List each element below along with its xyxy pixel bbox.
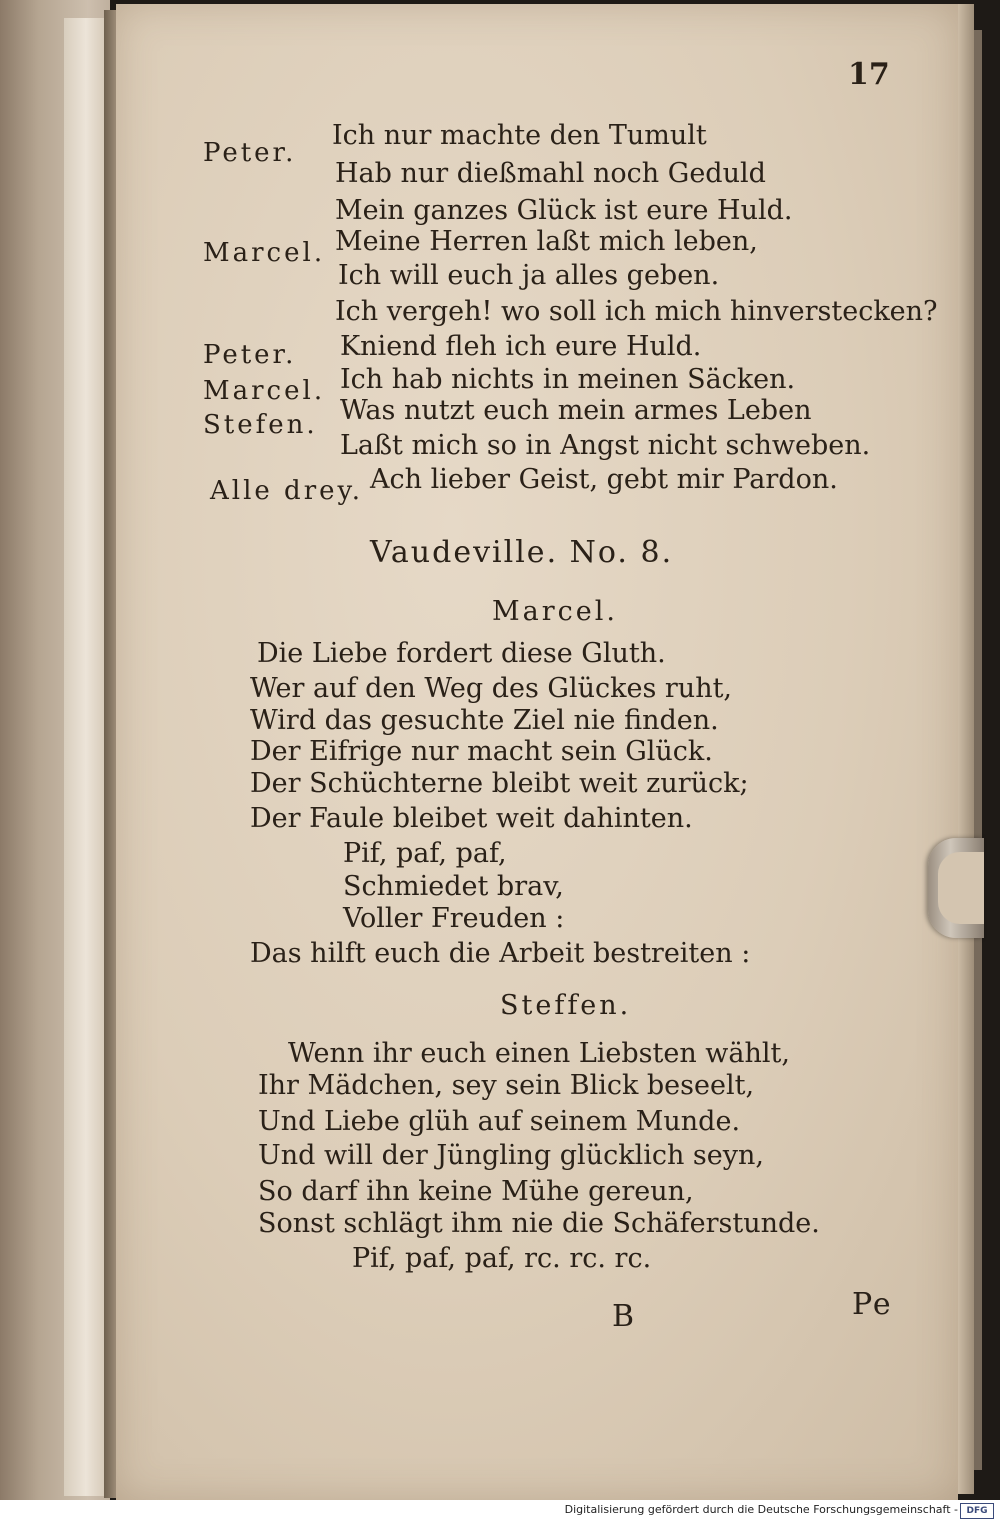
footer-credit: Digitalisierung gefördert durch die Deutsche Forschungsgemeinschaft - bbox=[564, 1503, 958, 1516]
speaker-label: Marcel. bbox=[203, 238, 326, 268]
stanza-speaker: Marcel. bbox=[492, 596, 618, 627]
signature-mark: B bbox=[612, 1299, 637, 1334]
verse-line: Der Eifrige nur macht sein Glück. bbox=[250, 736, 713, 767]
verse-line: Ich vergeh! wo soll ich mich hinverstecken? bbox=[335, 296, 938, 327]
verse-line: Sonst schlägt ihm nie die Schäferstunde. bbox=[258, 1208, 820, 1239]
verse-line: Wenn ihr euch einen Liebsten wählt, bbox=[288, 1038, 790, 1069]
speaker-label: Peter. bbox=[203, 138, 297, 168]
verse-line: Kniend fleh ich eure Huld. bbox=[340, 331, 702, 362]
page-edge bbox=[958, 4, 974, 1494]
binding-strip bbox=[64, 18, 109, 1496]
speaker-label: Stefen. bbox=[203, 410, 318, 440]
verse-line: Meine Herren laßt mich leben, bbox=[335, 226, 758, 257]
verse-line: Wird das gesuchte Ziel nie finden. bbox=[250, 705, 719, 736]
stanza-speaker: Steffen. bbox=[500, 990, 632, 1021]
verse-line: Der Faule bleibet weit dahinten. bbox=[250, 803, 693, 834]
verse-line: Ach lieber Geist, gebt mir Pardon. bbox=[370, 464, 838, 495]
verse-line: Ich nur machte den Tumult bbox=[332, 120, 707, 151]
verse-line: Laßt mich so in Angst nicht schweben. bbox=[340, 430, 871, 461]
verse-line: Und will der Jüngling glücklich seyn, bbox=[258, 1140, 764, 1171]
verse-line: So darf ihn keine Mühe gereun, bbox=[258, 1176, 694, 1207]
page-number: 17 bbox=[848, 57, 890, 92]
verse-line: Mein ganzes Glück ist eure Huld. bbox=[335, 195, 793, 226]
verse-line: Ich will euch ja alles geben. bbox=[338, 260, 720, 291]
verse-line: Und Liebe glüh auf seinem Munde. bbox=[258, 1106, 741, 1137]
catchword: Pe bbox=[852, 1287, 893, 1322]
verse-line: Das hilft euch die Arbeit bestreiten : bbox=[250, 938, 751, 969]
verse-line: Die Liebe fordert diese Gluth. bbox=[257, 638, 666, 669]
refrain-line: Pif, paf, paf, rc. rc. rc. bbox=[352, 1243, 652, 1274]
footer-bar bbox=[0, 1500, 1000, 1521]
verse-line: Ihr Mädchen, sey sein Blick beseelt, bbox=[258, 1070, 755, 1101]
speaker-label: Marcel. bbox=[203, 376, 326, 406]
verse-line: Ich hab nichts in meinen Säcken. bbox=[340, 364, 796, 395]
speaker-label: Alle drey. bbox=[210, 476, 364, 506]
section-title: Vaudeville. No. 8. bbox=[370, 535, 674, 570]
refrain-line: Pif, paf, paf, bbox=[343, 838, 507, 869]
dfg-logo-icon: DFG bbox=[960, 1503, 994, 1519]
refrain-line: Voller Freuden : bbox=[343, 903, 565, 934]
verse-line: Hab nur dießmahl noch Geduld bbox=[335, 158, 766, 189]
page-clip-inner bbox=[938, 852, 984, 924]
verse-line: Was nutzt euch mein armes Leben bbox=[340, 395, 812, 426]
speaker-label: Peter. bbox=[203, 340, 297, 370]
verse-line: Wer auf den Weg des Glückes ruht, bbox=[250, 673, 733, 704]
refrain-line: Schmiedet brav, bbox=[343, 871, 564, 902]
page-edge-dark bbox=[974, 30, 982, 1470]
verse-line: Der Schüchterne bleibt weit zurück; bbox=[250, 768, 749, 799]
